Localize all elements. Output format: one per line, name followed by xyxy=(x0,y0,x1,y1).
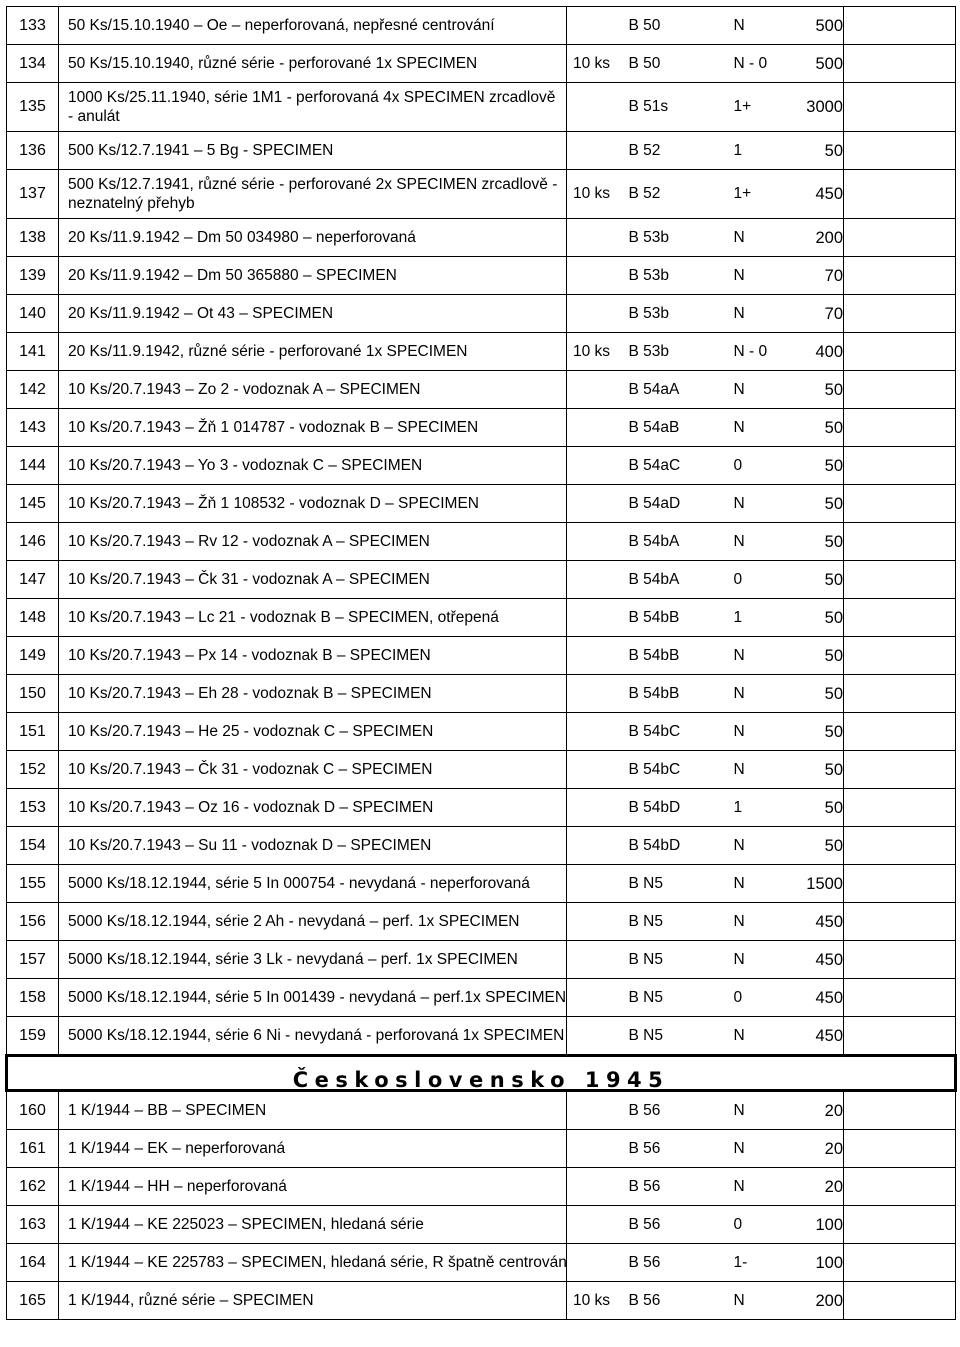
item-quantity xyxy=(567,1244,624,1282)
item-description: 10 Ks/20.7.1943 – Oz 16 - vodoznak D – SPECIMEN xyxy=(59,789,567,827)
price-list-table xyxy=(5,6,957,1320)
item-price: 50 xyxy=(789,827,844,865)
item-blank-cell xyxy=(844,713,956,751)
item-blank-cell xyxy=(844,447,956,485)
item-condition: N xyxy=(734,219,789,257)
table-row xyxy=(7,257,956,295)
item-quantity xyxy=(567,1206,624,1244)
item-description: 500 Ks/12.7.1941, různé série - perforované 2x SPECIMEN zrcadlově - neznatelný přehyb xyxy=(59,170,567,219)
item-condition: N - 0 xyxy=(734,45,789,83)
item-condition: N - 0 xyxy=(734,333,789,371)
item-condition: 1 xyxy=(734,132,789,170)
item-number: 152 xyxy=(7,751,59,789)
item-catalog-number: B N5 xyxy=(624,941,734,979)
item-quantity xyxy=(567,219,624,257)
item-blank-cell xyxy=(844,827,956,865)
item-condition: N xyxy=(734,637,789,675)
item-catalog-number: B 54aA xyxy=(624,371,734,409)
item-blank-cell xyxy=(844,637,956,675)
table-row xyxy=(7,827,956,865)
item-catalog-number: B 53b xyxy=(624,219,734,257)
table-row xyxy=(7,219,956,257)
table-row xyxy=(7,789,956,827)
item-number: 165 xyxy=(7,1282,59,1320)
item-quantity xyxy=(567,1017,624,1056)
item-blank-cell xyxy=(844,903,956,941)
item-catalog-number: B N5 xyxy=(624,903,734,941)
item-price: 50 xyxy=(789,523,844,561)
item-price: 200 xyxy=(789,1282,844,1320)
item-quantity xyxy=(567,1091,624,1130)
item-price: 50 xyxy=(789,751,844,789)
section-header-row xyxy=(7,1056,956,1091)
item-price: 50 xyxy=(789,409,844,447)
item-quantity xyxy=(567,941,624,979)
table-row xyxy=(7,1091,956,1130)
item-number: 142 xyxy=(7,371,59,409)
item-condition: N xyxy=(734,257,789,295)
item-quantity xyxy=(567,7,624,45)
item-number: 134 xyxy=(7,45,59,83)
item-condition: N xyxy=(734,295,789,333)
item-catalog-number: B N5 xyxy=(624,1017,734,1056)
item-catalog-number: B 54aC xyxy=(624,447,734,485)
item-quantity xyxy=(567,599,624,637)
item-description: 10 Ks/20.7.1943 – Px 14 - vodoznak B – SPECIMEN xyxy=(59,637,567,675)
item-blank-cell xyxy=(844,219,956,257)
table-row xyxy=(7,713,956,751)
item-blank-cell xyxy=(844,751,956,789)
item-blank-cell xyxy=(844,257,956,295)
item-number: 157 xyxy=(7,941,59,979)
item-blank-cell xyxy=(844,45,956,83)
item-quantity xyxy=(567,827,624,865)
item-catalog-number: B 54bB xyxy=(624,675,734,713)
item-price: 20 xyxy=(789,1130,844,1168)
item-catalog-number: B 51s xyxy=(624,83,734,132)
table-row xyxy=(7,170,956,219)
item-quantity xyxy=(567,485,624,523)
item-description: 10 Ks/20.7.1943 – Zo 2 - vodoznak A – SPECIMEN xyxy=(59,371,567,409)
item-price: 50 xyxy=(789,599,844,637)
item-blank-cell xyxy=(844,523,956,561)
item-catalog-number: B 50 xyxy=(624,45,734,83)
item-price: 500 xyxy=(789,7,844,45)
section-header: Československo 1945 xyxy=(7,1056,956,1091)
item-catalog-number: B 53b xyxy=(624,257,734,295)
table-row xyxy=(7,409,956,447)
table-row xyxy=(7,447,956,485)
item-catalog-number: B 56 xyxy=(624,1168,734,1206)
item-description: 1 K/1944 – HH – neperforovaná xyxy=(59,1168,567,1206)
item-quantity xyxy=(567,1130,624,1168)
item-number: 150 xyxy=(7,675,59,713)
item-catalog-number: B 52 xyxy=(624,170,734,219)
section-header-body xyxy=(7,1056,956,1091)
item-blank-cell xyxy=(844,1206,956,1244)
item-catalog-number: B 54bD xyxy=(624,789,734,827)
item-condition: N xyxy=(734,827,789,865)
item-description: 50 Ks/15.10.1940 – Oe – neperforovaná, nepřesné centrování xyxy=(59,7,567,45)
item-blank-cell xyxy=(844,83,956,132)
item-quantity xyxy=(567,675,624,713)
item-number: 155 xyxy=(7,865,59,903)
item-condition: N xyxy=(734,865,789,903)
table-row xyxy=(7,132,956,170)
item-quantity xyxy=(567,371,624,409)
item-price: 50 xyxy=(789,485,844,523)
item-blank-cell xyxy=(844,170,956,219)
item-number: 135 xyxy=(7,83,59,132)
item-quantity xyxy=(567,447,624,485)
item-description: 10 Ks/20.7.1943 – Lc 21 - vodoznak B – SPECIMEN, otřepená xyxy=(59,599,567,637)
item-blank-cell xyxy=(844,865,956,903)
item-price: 50 xyxy=(789,637,844,675)
item-price: 50 xyxy=(789,713,844,751)
item-quantity xyxy=(567,257,624,295)
item-number: 137 xyxy=(7,170,59,219)
item-quantity xyxy=(567,751,624,789)
table-row xyxy=(7,675,956,713)
table-row xyxy=(7,941,956,979)
item-number: 144 xyxy=(7,447,59,485)
table-row xyxy=(7,371,956,409)
item-number: 156 xyxy=(7,903,59,941)
table-row xyxy=(7,45,956,83)
item-condition: N xyxy=(734,1017,789,1056)
item-condition: 0 xyxy=(734,561,789,599)
table-body-1 xyxy=(7,7,956,1056)
item-price: 450 xyxy=(789,903,844,941)
item-price: 20 xyxy=(789,1091,844,1130)
table-row xyxy=(7,751,956,789)
item-blank-cell xyxy=(844,1282,956,1320)
item-catalog-number: B 54bA xyxy=(624,523,734,561)
item-price: 20 xyxy=(789,1168,844,1206)
item-number: 138 xyxy=(7,219,59,257)
item-price: 400 xyxy=(789,333,844,371)
item-condition: N xyxy=(734,675,789,713)
item-catalog-number: B 54bB xyxy=(624,637,734,675)
item-description: 1 K/1944 – EK – neperforovaná xyxy=(59,1130,567,1168)
item-quantity: 10 ks xyxy=(567,45,624,83)
item-catalog-number: B 54bC xyxy=(624,713,734,751)
item-catalog-number: B 54bA xyxy=(624,561,734,599)
item-blank-cell xyxy=(844,941,956,979)
item-number: 151 xyxy=(7,713,59,751)
item-condition: 0 xyxy=(734,979,789,1017)
item-blank-cell xyxy=(844,132,956,170)
item-description: 10 Ks/20.7.1943 – Su 11 - vodoznak D – SPECIMEN xyxy=(59,827,567,865)
table-row xyxy=(7,637,956,675)
item-blank-cell xyxy=(844,409,956,447)
item-number: 149 xyxy=(7,637,59,675)
table-row xyxy=(7,83,956,132)
item-condition: 0 xyxy=(734,447,789,485)
item-price: 70 xyxy=(789,295,844,333)
item-quantity xyxy=(567,979,624,1017)
item-description: 1000 Ks/25.11.1940, série 1M1 - perforovaná 4x SPECIMEN zrcadlově - anulát xyxy=(59,83,567,132)
item-catalog-number: B 56 xyxy=(624,1244,734,1282)
table-row xyxy=(7,979,956,1017)
item-blank-cell xyxy=(844,599,956,637)
item-price: 200 xyxy=(789,219,844,257)
item-description: 5000 Ks/18.12.1944, série 6 Ni - nevydaná - perforovaná 1x SPECIMEN xyxy=(59,1017,567,1056)
item-catalog-number: B 54aB xyxy=(624,409,734,447)
item-description: 5000 Ks/18.12.1944, série 3 Lk - nevydaná – perf. 1x SPECIMEN xyxy=(59,941,567,979)
table-row xyxy=(7,7,956,45)
table-row xyxy=(7,523,956,561)
item-catalog-number: B 56 xyxy=(624,1282,734,1320)
item-catalog-number: B 54bC xyxy=(624,751,734,789)
item-condition: N xyxy=(734,7,789,45)
item-blank-cell xyxy=(844,675,956,713)
item-condition: N xyxy=(734,941,789,979)
item-quantity xyxy=(567,83,624,132)
item-quantity: 10 ks xyxy=(567,1282,624,1320)
item-description: 1 K/1944 – BB – SPECIMEN xyxy=(59,1091,567,1130)
table-row xyxy=(7,1244,956,1282)
item-quantity xyxy=(567,561,624,599)
item-description: 1 K/1944 – KE 225783 – SPECIMEN, hledaná série, R špatně centrován xyxy=(59,1244,567,1282)
item-price: 50 xyxy=(789,561,844,599)
item-quantity xyxy=(567,637,624,675)
item-condition: N xyxy=(734,1282,789,1320)
item-description: 20 Ks/11.9.1942 – Ot 43 – SPECIMEN xyxy=(59,295,567,333)
item-catalog-number: B 53b xyxy=(624,295,734,333)
item-quantity xyxy=(567,1168,624,1206)
item-condition: N xyxy=(734,371,789,409)
item-condition: N xyxy=(734,523,789,561)
item-condition: 1- xyxy=(734,1244,789,1282)
item-price: 1500 xyxy=(789,865,844,903)
item-description: 10 Ks/20.7.1943 – Rv 12 - vodoznak A – SPECIMEN xyxy=(59,523,567,561)
item-quantity xyxy=(567,523,624,561)
item-blank-cell xyxy=(844,1130,956,1168)
table-row xyxy=(7,1130,956,1168)
item-blank-cell xyxy=(844,979,956,1017)
item-catalog-number: B 56 xyxy=(624,1206,734,1244)
item-price: 100 xyxy=(789,1244,844,1282)
item-blank-cell xyxy=(844,561,956,599)
item-quantity xyxy=(567,865,624,903)
item-price: 100 xyxy=(789,1206,844,1244)
item-description: 5000 Ks/18.12.1944, série 2 Ah - nevydaná – perf. 1x SPECIMEN xyxy=(59,903,567,941)
table-row xyxy=(7,561,956,599)
item-number: 143 xyxy=(7,409,59,447)
item-number: 164 xyxy=(7,1244,59,1282)
table-row xyxy=(7,599,956,637)
item-blank-cell xyxy=(844,1244,956,1282)
item-number: 145 xyxy=(7,485,59,523)
item-price: 50 xyxy=(789,447,844,485)
price-list-sheet xyxy=(5,6,954,1320)
item-condition: N xyxy=(734,485,789,523)
table-body-2 xyxy=(7,1091,956,1320)
item-quantity: 10 ks xyxy=(567,170,624,219)
item-blank-cell xyxy=(844,1168,956,1206)
item-condition: 1+ xyxy=(734,170,789,219)
table-row xyxy=(7,333,956,371)
item-description: 1 K/1944, různé série – SPECIMEN xyxy=(59,1282,567,1320)
table-row xyxy=(7,903,956,941)
item-blank-cell xyxy=(844,295,956,333)
item-blank-cell xyxy=(844,485,956,523)
item-description: 5000 Ks/18.12.1944, série 5 In 000754 - nevydaná - neperforovaná xyxy=(59,865,567,903)
item-description: 10 Ks/20.7.1943 – Žň 1 014787 - vodoznak B – SPECIMEN xyxy=(59,409,567,447)
table-row xyxy=(7,485,956,523)
item-description: 10 Ks/20.7.1943 – Žň 1 108532 - vodoznak D – SPECIMEN xyxy=(59,485,567,523)
item-description: 1 K/1944 – KE 225023 – SPECIMEN, hledaná série xyxy=(59,1206,567,1244)
item-catalog-number: B N5 xyxy=(624,865,734,903)
item-catalog-number: B 53b xyxy=(624,333,734,371)
item-price: 50 xyxy=(789,789,844,827)
item-condition: N xyxy=(734,409,789,447)
table-row xyxy=(7,1282,956,1320)
item-quantity xyxy=(567,295,624,333)
item-blank-cell xyxy=(844,789,956,827)
item-price: 70 xyxy=(789,257,844,295)
table-row xyxy=(7,1017,956,1056)
item-condition: 0 xyxy=(734,1206,789,1244)
item-price: 450 xyxy=(789,1017,844,1056)
item-quantity: 10 ks xyxy=(567,333,624,371)
item-catalog-number: B 54bD xyxy=(624,827,734,865)
item-condition: N xyxy=(734,1091,789,1130)
item-catalog-number: B 54bB xyxy=(624,599,734,637)
item-number: 141 xyxy=(7,333,59,371)
item-condition: N xyxy=(734,903,789,941)
item-price: 50 xyxy=(789,675,844,713)
item-price: 450 xyxy=(789,979,844,1017)
item-number: 136 xyxy=(7,132,59,170)
item-description: 5000 Ks/18.12.1944, série 5 In 001439 - nevydaná – perf.1x SPECIMEN xyxy=(59,979,567,1017)
item-number: 160 xyxy=(7,1091,59,1130)
item-description: 20 Ks/11.9.1942 – Dm 50 034980 – neperforovaná xyxy=(59,219,567,257)
item-blank-cell xyxy=(844,333,956,371)
item-price: 500 xyxy=(789,45,844,83)
item-blank-cell xyxy=(844,1017,956,1056)
item-condition: 1+ xyxy=(734,83,789,132)
item-description: 10 Ks/20.7.1943 – Čk 31 - vodoznak C – SPECIMEN xyxy=(59,751,567,789)
item-condition: 1 xyxy=(734,599,789,637)
item-blank-cell xyxy=(844,371,956,409)
item-quantity xyxy=(567,132,624,170)
item-condition: N xyxy=(734,751,789,789)
item-number: 159 xyxy=(7,1017,59,1056)
item-number: 139 xyxy=(7,257,59,295)
item-condition: N xyxy=(734,1130,789,1168)
item-number: 153 xyxy=(7,789,59,827)
item-number: 154 xyxy=(7,827,59,865)
item-catalog-number: B 56 xyxy=(624,1130,734,1168)
item-description: 10 Ks/20.7.1943 – Yo 3 - vodoznak C – SPECIMEN xyxy=(59,447,567,485)
item-description: 500 Ks/12.7.1941 – 5 Bg - SPECIMEN xyxy=(59,132,567,170)
item-quantity xyxy=(567,409,624,447)
item-description: 10 Ks/20.7.1943 – Eh 28 - vodoznak B – SPECIMEN xyxy=(59,675,567,713)
item-number: 161 xyxy=(7,1130,59,1168)
item-catalog-number: B 56 xyxy=(624,1091,734,1130)
item-description: 20 Ks/11.9.1942, různé série - perforované 1x SPECIMEN xyxy=(59,333,567,371)
item-catalog-number: B N5 xyxy=(624,979,734,1017)
item-blank-cell xyxy=(844,7,956,45)
item-number: 148 xyxy=(7,599,59,637)
item-number: 163 xyxy=(7,1206,59,1244)
item-price: 450 xyxy=(789,170,844,219)
item-condition: N xyxy=(734,1168,789,1206)
item-price: 50 xyxy=(789,132,844,170)
item-description: 10 Ks/20.7.1943 – He 25 - vodoznak C – SPECIMEN xyxy=(59,713,567,751)
item-price: 3000 xyxy=(789,83,844,132)
item-catalog-number: B 52 xyxy=(624,132,734,170)
item-catalog-number: B 54aD xyxy=(624,485,734,523)
table-row xyxy=(7,865,956,903)
item-condition: N xyxy=(734,713,789,751)
item-number: 158 xyxy=(7,979,59,1017)
item-description: 10 Ks/20.7.1943 – Čk 31 - vodoznak A – SPECIMEN xyxy=(59,561,567,599)
item-number: 133 xyxy=(7,7,59,45)
item-quantity xyxy=(567,789,624,827)
table-row xyxy=(7,1206,956,1244)
table-row xyxy=(7,1168,956,1206)
item-quantity xyxy=(567,713,624,751)
item-price: 450 xyxy=(789,941,844,979)
item-number: 147 xyxy=(7,561,59,599)
item-price: 50 xyxy=(789,371,844,409)
item-catalog-number: B 50 xyxy=(624,7,734,45)
item-description: 50 Ks/15.10.1940, různé série - perforované 1x SPECIMEN xyxy=(59,45,567,83)
item-quantity xyxy=(567,903,624,941)
item-number: 146 xyxy=(7,523,59,561)
table-row xyxy=(7,295,956,333)
item-condition: 1 xyxy=(734,789,789,827)
item-number: 140 xyxy=(7,295,59,333)
item-blank-cell xyxy=(844,1091,956,1130)
item-number: 162 xyxy=(7,1168,59,1206)
item-description: 20 Ks/11.9.1942 – Dm 50 365880 – SPECIMEN xyxy=(59,257,567,295)
